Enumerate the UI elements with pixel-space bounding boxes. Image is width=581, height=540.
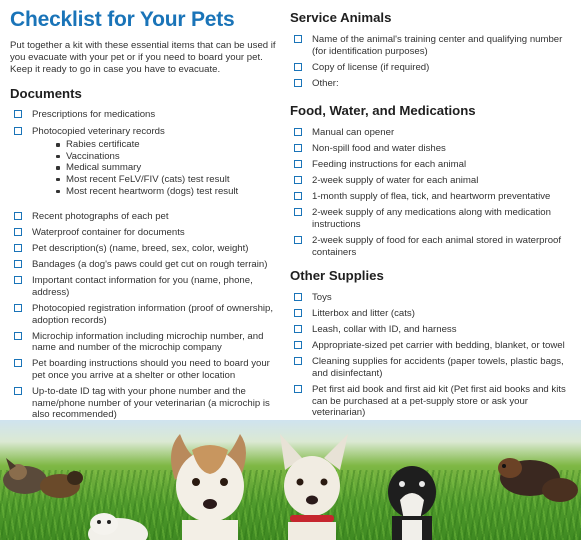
checkbox-icon[interactable]	[294, 236, 302, 244]
pets-illustration	[0, 420, 581, 540]
checkbox-icon[interactable]	[14, 127, 22, 135]
checkbox-icon[interactable]	[294, 35, 302, 43]
checkbox-icon[interactable]	[294, 385, 302, 393]
documents-heading: Documents	[10, 86, 82, 101]
checklist-item[interactable]: Litterbox and litter (cats)	[290, 308, 575, 320]
checklist-item[interactable]: Up-to-date ID tag with your phone number and the name/phone number of your veterinarian (a microchip is also recommended)	[10, 386, 278, 421]
dog-right-icon	[498, 458, 578, 502]
tan-dog-icon	[171, 434, 246, 540]
checklist-item[interactable]: Recent photographs of each pet	[10, 211, 278, 223]
checklist-item[interactable]: Manual can opener	[290, 127, 575, 139]
bullet-icon	[56, 143, 60, 147]
checkbox-icon[interactable]	[14, 304, 22, 312]
checkbox-icon[interactable]	[294, 160, 302, 168]
checklist-item[interactable]: 2-week supply of food for each animal stored in waterproof containers	[290, 235, 575, 258]
checklist-item[interactable]: Toys	[290, 292, 575, 304]
documents-list	[10, 109, 280, 197]
white-dog-icon	[88, 513, 148, 540]
checkbox-icon[interactable]	[294, 128, 302, 136]
item-label: Photocopied veterinary records	[32, 125, 165, 137]
bullet-icon	[56, 178, 60, 182]
checklist-item[interactable]: Leash, collar with ID, and harness	[290, 324, 575, 336]
checklist-item[interactable]: Pet boarding instructions should you need to board your pet once you arrive at a shelter or other location	[10, 358, 278, 381]
checkbox-icon[interactable]	[294, 341, 302, 349]
vet-records-sublist	[56, 139, 280, 197]
checklist-item[interactable]: Pet description(s) (name, breed, sex, color, weight)	[10, 243, 278, 255]
checklist-item[interactable]: Microchip information including microchip number, and name and number of the microchip company	[10, 331, 278, 354]
dog-left-icon	[3, 458, 83, 498]
checkbox-icon[interactable]	[294, 176, 302, 184]
food-water-heading: Food, Water, and Medications	[290, 103, 476, 118]
checklist-item[interactable]: 1-month supply of flea, tick, and heartworm preventative	[290, 191, 575, 203]
bullet-icon	[56, 166, 60, 170]
checkbox-icon[interactable]	[14, 260, 22, 268]
sub-item: Most recent FeLV/FIV (cats) test result	[56, 174, 280, 186]
checklist-item[interactable]: Name of the animal's training center and qualifying number (for identification purposes)	[290, 34, 575, 57]
checklist-item[interactable]: Appropriate-sized pet carrier with bedding, blanket, or towel	[290, 340, 575, 352]
documents-list-2	[10, 211, 278, 421]
black-dog-icon	[388, 466, 436, 540]
checklist-item[interactable]: Photocopied registration information (proof of ownership, adoption records)	[10, 303, 278, 326]
checkbox-icon[interactable]	[294, 144, 302, 152]
other-supplies-heading: Other Supplies	[290, 268, 384, 283]
checkbox-icon[interactable]	[14, 228, 22, 236]
sub-item: Most recent heartworm (dogs) test result	[56, 186, 280, 198]
terrier-dog-icon	[280, 434, 348, 540]
checkbox-icon[interactable]	[14, 332, 22, 340]
checkbox-icon[interactable]	[294, 208, 302, 216]
checklist-item[interactable]: Cleaning supplies for accidents (paper towels, plastic bags, and disinfectant)	[290, 356, 575, 379]
bullet-icon	[56, 190, 60, 194]
checkbox-icon[interactable]	[14, 244, 22, 252]
checklist-item[interactable]: 2-week supply of water for each animal	[290, 175, 575, 187]
checkbox-icon[interactable]	[294, 325, 302, 333]
checkbox-icon[interactable]	[294, 293, 302, 301]
checkbox-icon[interactable]	[14, 359, 22, 367]
checkbox-icon[interactable]	[14, 212, 22, 220]
checklist-item[interactable]: 2-week supply of any medications along with medication instructions	[290, 207, 575, 230]
checklist-item[interactable]: Non-spill food and water dishes	[290, 143, 575, 155]
checkbox-icon[interactable]	[294, 357, 302, 365]
checkbox-icon[interactable]	[14, 387, 22, 395]
service-animals-list	[290, 34, 575, 89]
checklist-item[interactable]: Copy of license (if required)	[290, 62, 575, 74]
checkbox-icon[interactable]	[14, 276, 22, 284]
item-label: Prescriptions for medications	[32, 109, 156, 120]
checkbox-icon[interactable]	[294, 79, 302, 87]
checklist-item[interactable]: Pet first aid book and first aid kit (Pet first aid books and kits can be purchased at a pet-supply store or ask your veterinarian)	[290, 384, 575, 419]
checklist-item[interactable]: Other:	[290, 78, 575, 90]
checkbox-icon[interactable]	[294, 309, 302, 317]
sub-item: Rabies certificate	[56, 139, 280, 151]
bullet-icon	[56, 155, 60, 159]
checkbox-icon[interactable]	[294, 192, 302, 200]
sub-item: Medical summary	[56, 162, 280, 174]
page-title: Checklist for Your Pets	[10, 8, 235, 31]
checklist-item[interactable]	[10, 126, 280, 198]
service-animals-heading: Service Animals	[290, 10, 392, 25]
pets-photo	[0, 420, 581, 540]
checklist-item[interactable]: Important contact information for you (name, phone, address)	[10, 275, 278, 298]
intro-text: Put together a kit with these essential items that can be used if you evacuate with your pet or if you need to board your pet. Keep it ready to go in case you have to evacuate.	[10, 40, 276, 76]
checklist-item[interactable]: Feeding instructions for each animal	[290, 159, 575, 171]
checklist-item[interactable]: Bandages (a dog's paws could get cut on rough terrain)	[10, 259, 278, 271]
other-supplies-list	[290, 292, 575, 419]
checkbox-icon[interactable]	[294, 63, 302, 71]
checklist-item[interactable]: Waterproof container for documents	[10, 227, 278, 239]
food-water-list	[290, 127, 575, 258]
checklist-item[interactable]	[10, 109, 280, 121]
sub-item: Vaccinations	[56, 151, 280, 163]
checkbox-icon[interactable]	[14, 110, 22, 118]
